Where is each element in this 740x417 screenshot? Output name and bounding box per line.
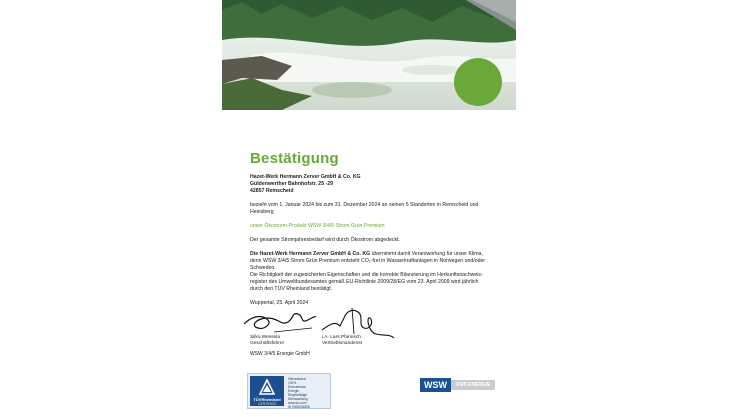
tuv-line: ID 0000046396 bbox=[288, 405, 310, 409]
recipient-address bbox=[250, 174, 361, 195]
place-date: Wuppertal, 25. April 2024 bbox=[250, 300, 309, 306]
product-line: unser Ökostrom-Produkt WSW 3/4/5 Strom Grün Premium bbox=[250, 223, 385, 229]
signatory-right bbox=[322, 335, 362, 347]
recipient-street: Güldenwerther Bahnhofstr. 25 -29 bbox=[250, 181, 334, 187]
signatory-left-role: Geschäftsführer bbox=[250, 341, 285, 346]
tuv-line: Regelmäßige bbox=[288, 393, 307, 397]
responsibility-company: Die Hazet-Werk Hermann Zerver GmbH & Co. KG bbox=[250, 251, 371, 257]
period-paragraph: bezieht vom 1. Januar 2024 bis zum 31. Dezember 2024 an seinen 5 Standorten in Remscheid und Heinsberg bbox=[250, 202, 479, 215]
river-landscape-photo bbox=[222, 0, 516, 110]
wsw-sub: 3/4/5 ENERGIE bbox=[451, 380, 495, 390]
recipient-company: Hazet-Werk Hermann Zerver GmbH & Co. KG bbox=[250, 174, 361, 180]
signature-left bbox=[238, 306, 318, 336]
tuv-brand: TÜVRheinland bbox=[253, 397, 281, 402]
tuv-certified: CERTIFIED bbox=[258, 402, 276, 406]
tuv-certificate-badge bbox=[247, 373, 331, 409]
correctness-paragraph: Die Richtigkeit der zugesicherten Eigenschaften und die korrekte Bilanzierung im Herkunftsnachweis-register des Umweltbundesamtes gemäß EU-Richtlinie 2009/28/EG vom 23. April 2009 wird jährlich durch den TÜV Rheinland bestätigt. bbox=[250, 272, 483, 292]
tuv-line: Überwachung bbox=[288, 397, 308, 401]
tuv-triangle-icon bbox=[259, 379, 275, 395]
wsw-mark: WSW bbox=[420, 378, 451, 392]
signatory-left bbox=[250, 335, 284, 347]
recipient-city: 42857 Remscheid bbox=[250, 188, 294, 194]
tuv-line: Erneuerbare bbox=[288, 385, 306, 389]
signatory-right-role: Vertriebsmandenst bbox=[322, 341, 362, 346]
tuv-line: Klimaneutral bbox=[288, 377, 306, 381]
tuv-details bbox=[288, 377, 328, 409]
signatory-right-name: i.A. Lars Pfannsch bbox=[322, 335, 361, 340]
company-footer: WSW 3/4/5 Energie GmbH bbox=[250, 351, 310, 357]
tuv-line: 100% bbox=[288, 381, 297, 385]
tuv-line: www.tuv.com bbox=[288, 401, 307, 405]
tuv-logo bbox=[250, 376, 284, 406]
certificate-document bbox=[222, 0, 516, 417]
document-title: Bestätigung bbox=[250, 150, 339, 167]
demand-paragraph: Der gesamte Stromjahresbedarf wird durch Ökostrom abgedeckt. bbox=[250, 237, 400, 243]
tuv-line: Energie bbox=[288, 389, 299, 393]
responsibility-text: übernimmt damit Verantwortung für unser Klima, denn WSW 3/4/5 Strom Grün Premium entsteht CO₂-frei in Wasserkraftanlagen in Norwegen und/oder Schweden. bbox=[250, 251, 486, 271]
signatory-left-name: Silko Wessela bbox=[250, 335, 281, 340]
responsibility-paragraph bbox=[250, 251, 486, 272]
